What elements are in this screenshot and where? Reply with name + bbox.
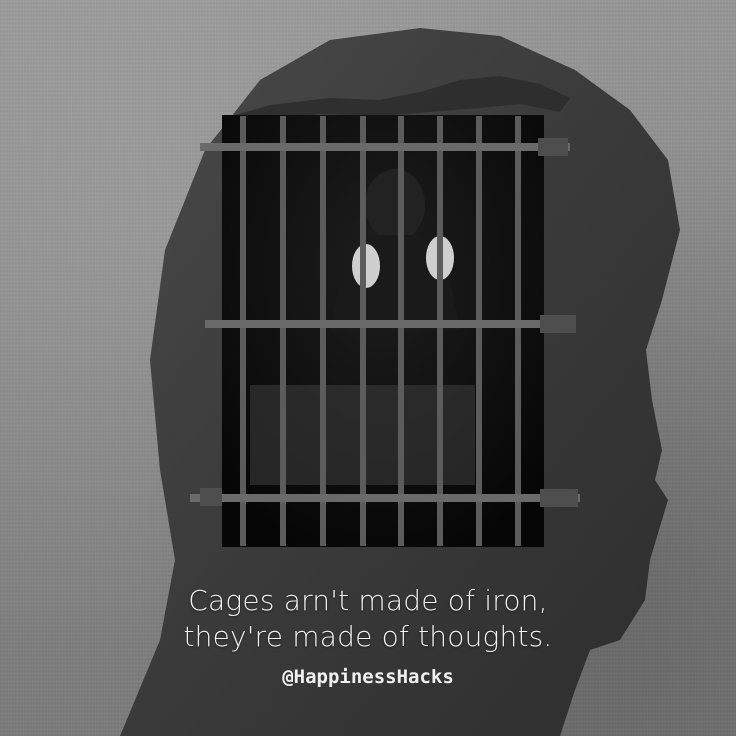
quote-line-1: Cages arn't made of iron, (188, 584, 548, 617)
credit-handle: @HappinessHacks (282, 666, 454, 688)
quote-line-2: they're made of thoughts. (183, 620, 553, 653)
prisoner-head (365, 169, 425, 241)
